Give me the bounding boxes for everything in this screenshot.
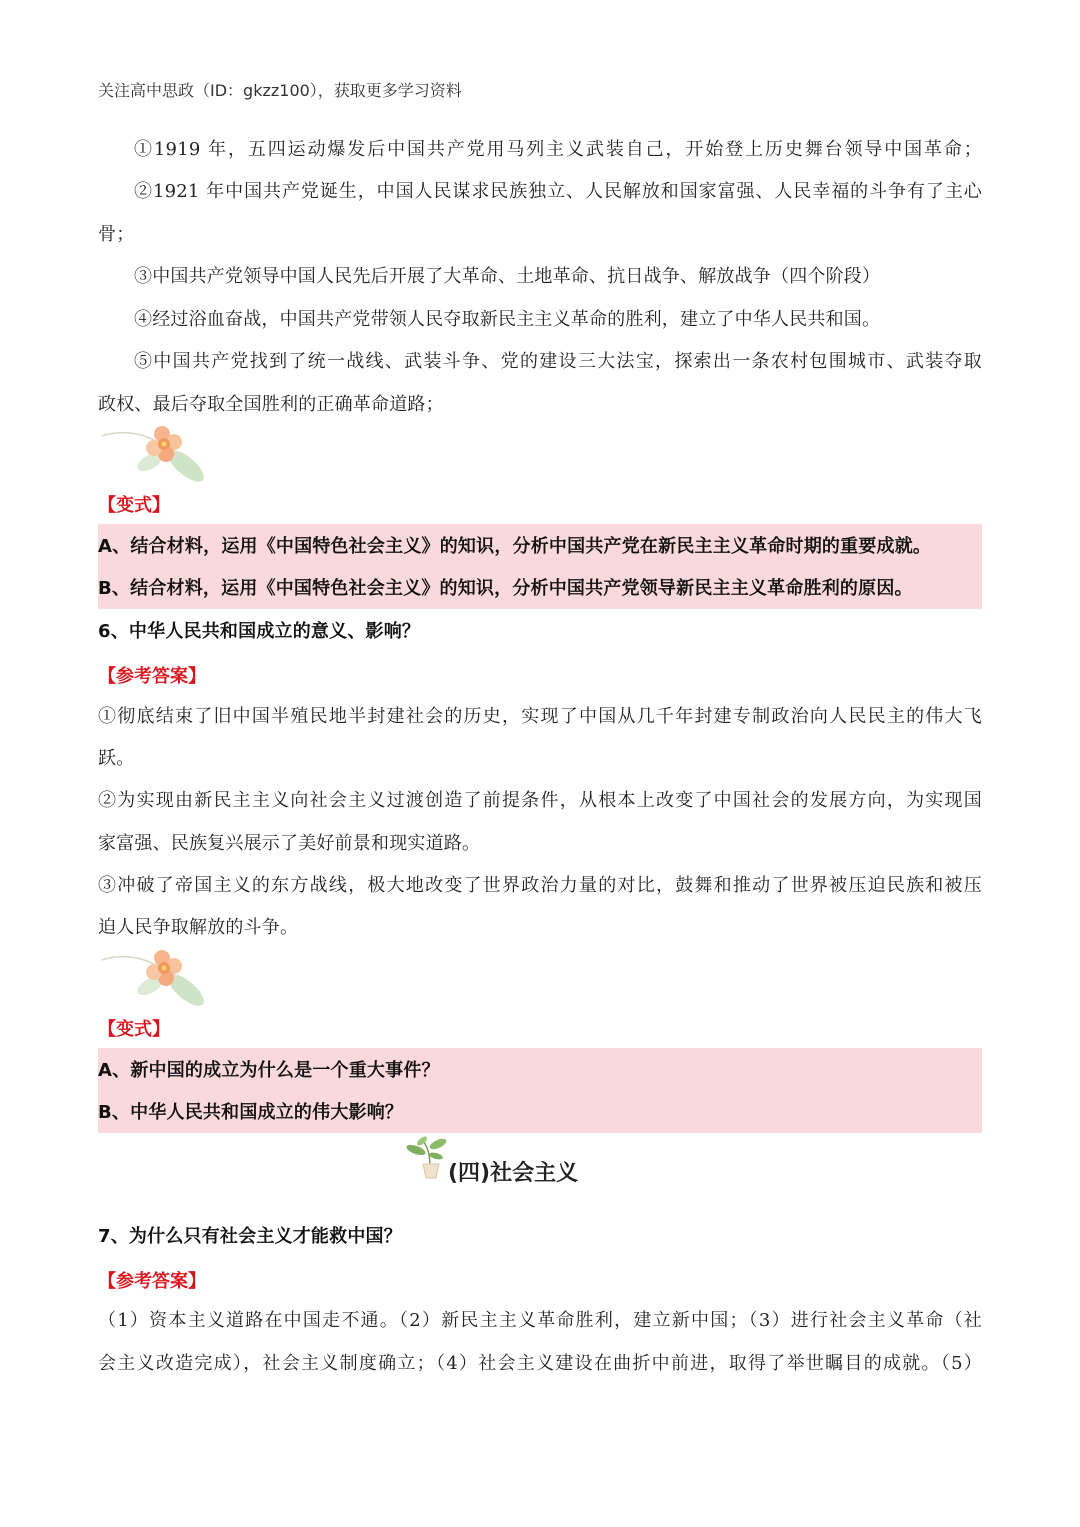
answer7-line-1: （1）资本主义道路在中国走不通。（2）新民主主义革命胜利，建立新中国；（3）进行社会主义革命（社 [98,1310,982,1331]
intro-point-3: ③中国共产党领导中国人民先后开展了大革命、土地革命、抗日战争、解放战争（四个阶段） [134,266,881,287]
variant-tag-1: 【变式】 [98,495,170,516]
variant1-item-b: B、结合材料，运用《中国特色社会主义》的知识，分析中国共产党领导新民主主义革命胜利的原因。 [98,578,913,599]
variant2-item-a: A、新中国的成立为什么是一个重大事件？ [98,1060,440,1081]
answer6-line-6: 迫人民争取解放的斗争。 [98,917,299,938]
intro-point-1: ①1919 年，五四运动爆发后中国共产党用马列主义武装自己，开始登上历史舞台领导中国革命； [134,139,982,160]
question-7: 7、为什么只有社会主义才能救中国？ [98,1226,402,1247]
variant-box-1 [98,524,982,609]
intro-point-4: ④经过浴血奋战，中国共产党带领人民夺取新民主主义革命的胜利，建立了中华人民共和国。 [134,309,881,330]
intro-point-5: ⑤中国共产党找到了统一战线、武装斗争、党的建设三大法宝，探索出一条农村包围城市、武装夺取 [134,351,982,372]
flower-icon [100,424,210,484]
variant-tag-2: 【变式】 [98,1019,170,1040]
answer6-line-1: ①彻底结束了旧中国半殖民地半封建社会的历史，实现了中国从几千年封建专制政治向人民民主的伟大飞 [98,706,982,727]
intro-point-5-cont: 政权、最后夺取全国胜利的正确革命道路； [98,394,444,415]
intro-point-2: ②1921 年中国共产党诞生，中国人民谋求民族独立、人民解放和国家富强、人民幸福的斗争有了主心 [134,181,982,202]
variant-box-2 [98,1048,982,1133]
answer6-line-4: 家富强、民族复兴展示了美好前景和现实道路。 [98,833,481,854]
flower-icon [100,948,210,1008]
answer6-line-2: 跃。 [98,748,135,769]
answer-tag-6: 【参考答案】 [98,666,206,687]
section-title: (四)社会主义 [448,1161,579,1186]
answer6-line-3: ②为实现由新民主主义向社会主义过渡创造了前提条件，从根本上改变了中国社会的发展方向，为实现国 [98,790,982,811]
answer6-line-5: ③冲破了帝国主义的东方战线，极大地改变了世界政治力量的对比，鼓舞和推动了世界被压迫民族和被压 [98,875,982,896]
intro-point-2-cont: 骨； [98,224,135,245]
answer7-line-2: 会主义改造完成），社会主义制度确立；（4）社会主义建设在曲折中前进，取得了举世瞩目的成就。（5） [98,1353,982,1374]
answer-tag-7: 【参考答案】 [98,1271,206,1292]
page-header: 关注高中思政（ID：gkzz100），获取更多学习资料 [98,81,462,100]
variant2-item-b: B、中华人民共和国成立的伟大影响？ [98,1102,404,1123]
variant1-item-a: A、结合材料，运用《中国特色社会主义》的知识，分析中国共产党在新民主主义革命时期的重要成就。 [98,536,932,557]
question-6: 6、中华人民共和国成立的意义、影响？ [98,621,421,642]
plant-icon [402,1136,448,1180]
